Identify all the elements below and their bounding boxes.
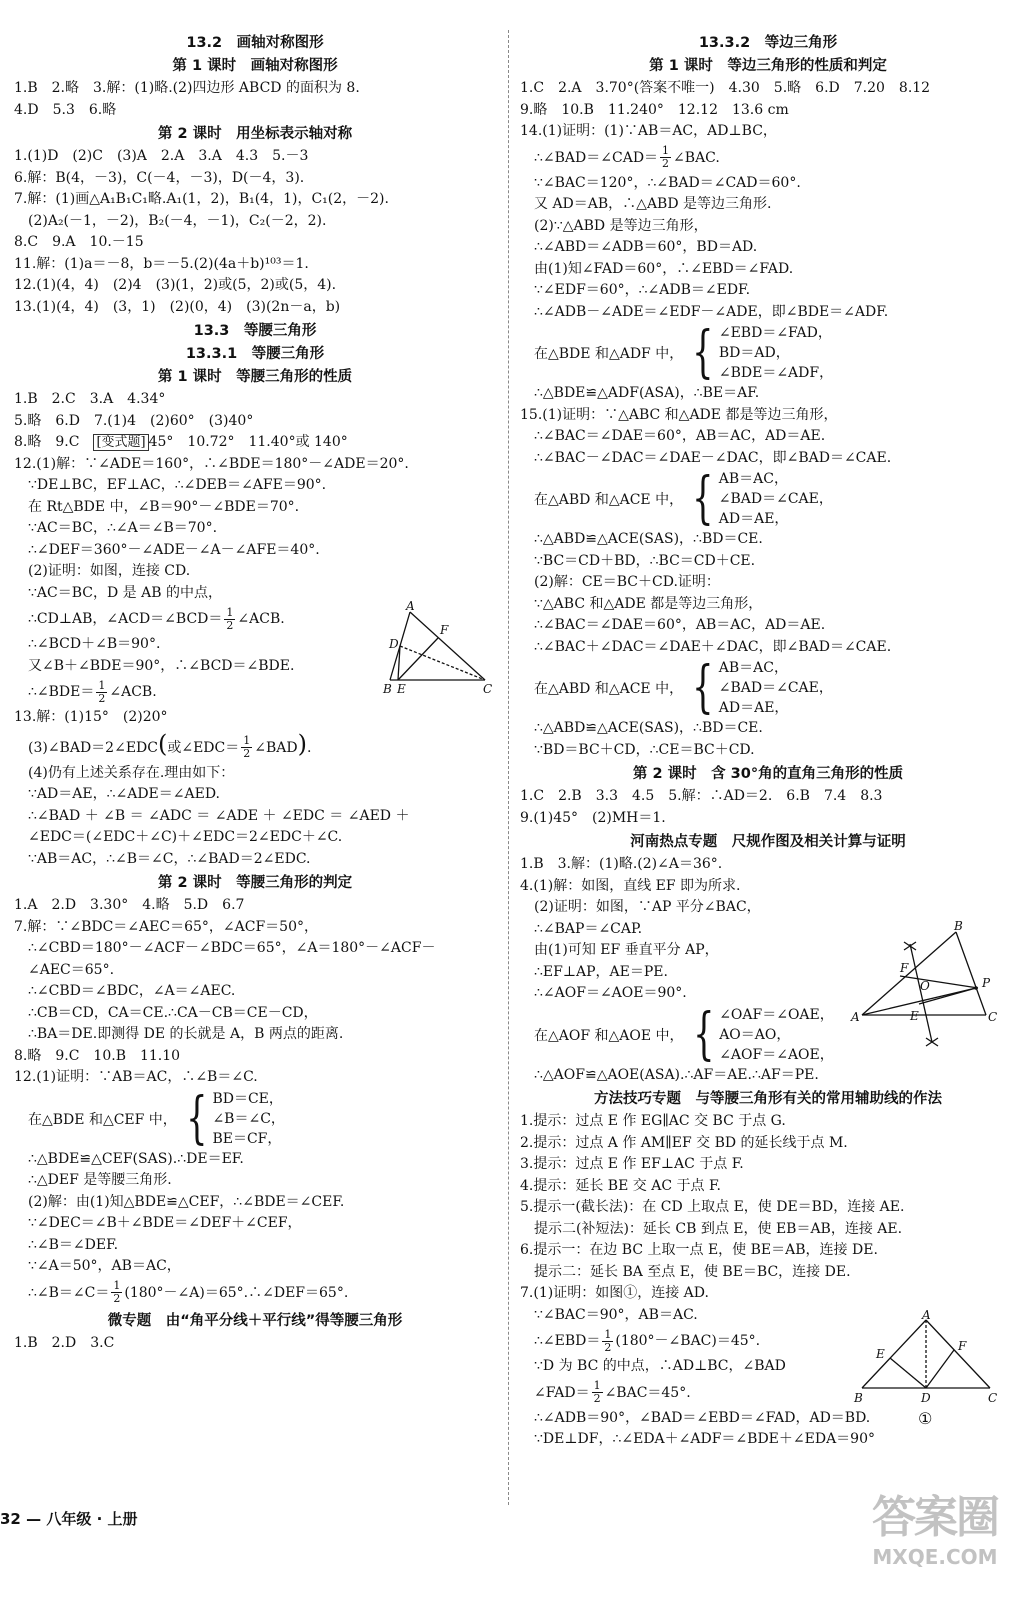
answer-line: 1.(1)D (2)C (3)A 2.A 3.A 4.3 5.－3: [14, 148, 309, 164]
lesson-title: 第 1 课时 画轴对称图形: [172, 58, 338, 74]
answer-line: ∴∠BAC＝∠DAE＝60°，AB＝AC，AD＝AE.: [534, 617, 826, 633]
answer-line: 6.提示一：在边 BC 上取一点 E，使 BE＝AB，连接 DE.: [520, 1242, 878, 1258]
point-p: [974, 986, 978, 990]
label-p: P: [982, 976, 991, 990]
answer-line: ∵BD＝BC＋CD，∴CE＝BC＋CD.: [534, 741, 755, 758]
answer-line: 1.B 2.D 3.C: [14, 1334, 115, 1351]
answer-line: ∴△DEF 是等腰三角形.: [28, 1172, 172, 1188]
answer-line: 7.解：∵∠BDC＝∠AEC＝65°，∠ACF＝50°，: [14, 918, 318, 935]
answer-text: ∠ACB.: [109, 684, 157, 700]
brace-line: BE＝CF，: [212, 1130, 282, 1147]
lesson-title: 第 2 课时 等腰三角形的判定: [157, 875, 353, 891]
brace-lead: 在△BDE 和△ADF 中，: [534, 346, 684, 362]
right-column: [520, 30, 1016, 1451]
answer-line: [520, 143, 1016, 173]
answer-line: ∴∠CBD＝180°－∠ACF－∠BDC＝65°，∠A＝180°－∠ACF－: [28, 940, 436, 956]
answer-line: ∴△BDE≌△CEF(SAS).∴DE＝EF.: [28, 1150, 244, 1167]
answer-text: (180°－∠A)＝65°.∴∠DEF＝65°.: [124, 1284, 349, 1301]
answer-line: ∵△ABC 和△ADE 都是等边三角形，: [534, 595, 763, 612]
brace-line: AD＝AE，: [718, 700, 789, 716]
brace-symbol: {: [692, 1001, 715, 1067]
answer-line: 提示二：延长 BA 至点 E，使 BE＝BC，连接 DE.: [534, 1263, 851, 1280]
answer-line: 又∠B＋∠BDE＝90°，∴∠BCD＝∠BDE.: [28, 657, 295, 674]
answer-line: 又 AD＝AB，∴△ABD 是等边三角形.: [534, 196, 772, 212]
answer-line: 1.B 2.略 3.解：(1)略.(2)四边形 ABCD 的面积为 8.: [14, 80, 360, 96]
brace-line: BD＝AD，: [718, 345, 790, 361]
answer-line: 11.解：(1)a＝－8，b＝－5.(2)(4a＋b)¹⁰³＝1.: [14, 255, 309, 272]
segment-fp: [900, 976, 978, 988]
answer-line: 3.提示：过点 E 作 EF⊥AC 于点 F.: [520, 1156, 744, 1172]
answer-line: (2)证明：如图，连接 CD.: [28, 563, 191, 579]
answer-line: ∴CB＝CD，CA＝CE.∴CA－CB＝CE－CD，: [28, 1004, 318, 1021]
watermark-url: MXQE.COM: [872, 1545, 998, 1569]
answer-line: 5.提示一(截长法)：在 CD 上取点 E，使 DE＝BD，连接 AE.: [520, 1199, 905, 1215]
answer-line: 1.B 2.C 3.A 4.34°: [14, 391, 166, 407]
arc-mark-top: [904, 942, 916, 950]
brace-line: AO＝AO，: [719, 1026, 791, 1043]
brace-line: AB＝AC，: [718, 471, 788, 487]
answer-line: ∴∠BAC－∠DAC＝∠DAE－∠DAC，即∠BAD＝∠CAE.: [534, 449, 892, 466]
answer-line: (2)A₂(－1，－2)，B₂(－4，－1)，C₂(－2，2).: [28, 212, 327, 229]
answer-text: ∠BAD: [254, 739, 298, 756]
segment-ac: [926, 1320, 990, 1388]
brace-system: [14, 1085, 496, 1151]
segment-bc: [956, 932, 986, 1015]
answer-text: 8.略 9.C: [14, 434, 94, 450]
answer-line: ∴△BDE≌△ADF(ASA)，∴BE＝AF.: [534, 385, 760, 401]
variant-tag: [变式题]: [93, 434, 148, 451]
answer-line: ∠AEC＝65°.: [28, 961, 115, 978]
answer-line: ∴△ABD≌△ACE(SAS)，∴BD＝CE.: [534, 720, 763, 736]
topic-title: 微专题 由“角平分线＋平行线”得等腰三角形: [107, 1312, 403, 1329]
answer-line: 13.(1)(4，4) (3，1) (2)(0，4) (3)(2n－a，b): [14, 298, 341, 315]
segment-cd: [400, 646, 485, 680]
label-b: B: [383, 682, 392, 695]
answer-line: ∵BC＝CD＋BD，∴BC＝CD＋CE.: [534, 552, 756, 569]
brace-line: ∠BAD＝∠CAE，: [718, 680, 833, 696]
answer-line: 9.(1)45° (2)MH＝1.: [520, 809, 666, 826]
answer-text: ∴∠BDE＝: [28, 684, 95, 700]
answer-line: 5.略 6.D 7.(1)4 (2)60° (3)40°: [14, 412, 254, 429]
answer-line: 由(1)可知 EF 垂直平分 AP，: [534, 942, 719, 958]
answer-line: ∵DE⊥DF，∴∠EDA＋∠ADF＝∠BDE＋∠EDA＝90°: [534, 1431, 875, 1447]
label-c: C: [988, 1010, 998, 1024]
answer-line: ∴∠B＝∠DEF.: [28, 1236, 119, 1253]
answer-text: ∠FAD＝: [534, 1384, 590, 1401]
brace-line: ∠AOF＝∠AOE，: [719, 1046, 834, 1063]
answer-line: ∴△AOF≌△AOE(ASA).∴AF＝AE.∴AF＝PE.: [534, 1066, 819, 1083]
answer-line: 2.提示：过点 A 作 AM∥EF 交 BD 的延长线于点 M.: [520, 1134, 848, 1151]
footer-dash: —: [26, 1510, 42, 1528]
answer-line: 1.A 2.D 3.30° 4.略 5.D 6.7: [14, 897, 245, 913]
answer-line: ∴∠ABD＝∠ADB＝60°，BD＝AD.: [534, 239, 758, 255]
label-f: F: [900, 961, 909, 975]
label-a: A: [922, 1310, 931, 1322]
answer-text: (180°－∠BAC)＝45°.: [615, 1333, 761, 1349]
label-a: A: [406, 600, 415, 613]
answer-line: 7.(1)证明：如图①，连接 AD.: [520, 1285, 709, 1301]
label-e: E: [910, 1009, 919, 1023]
brace-lines: [719, 1005, 834, 1065]
answer-line: ∴∠BCD＋∠B＝90°.: [28, 636, 161, 652]
topic-title: 河南热点专题 尺规作图及相关计算与证明: [630, 834, 906, 850]
answer-line: ∴EF⊥AP，AE＝PE.: [534, 963, 668, 980]
answer-line: ∵AC＝BC，D 是 AB 的中点，: [28, 584, 222, 601]
answer-line: 6.解：B(4，－3)，C(－4，－3)，D(－4，3).: [14, 169, 305, 186]
line-ef: [910, 944, 932, 1042]
answer-line: ∴∠BAD ＋ ∠B ＝ ∠ADC ＝ ∠ADE ＋ ∠EDC ＝ ∠AED ＋: [28, 807, 410, 824]
fraction: $\frac{1}{2}$: [662, 144, 670, 170]
brace-system: [520, 466, 1016, 531]
subsection-title: 13.3.1 等腰三角形: [185, 346, 325, 362]
figure-caption: ①: [918, 1409, 933, 1428]
answer-line: ∵∠BAC＝120°，∴∠BAD＝∠CAD＝60°.: [534, 174, 801, 191]
answer-text: (3)∠BAD＝2∠EDC: [28, 739, 158, 756]
answer-line: ∵∠DEC＝∠B＋∠BDE＝∠DEF＋∠CEF，: [28, 1215, 302, 1231]
fraction: $\frac{1}{2}$: [604, 1327, 612, 1354]
answer-line: 8.C 9.A 10.－15: [14, 234, 144, 250]
brace-symbol: {: [692, 320, 714, 385]
answer-line: (2)∵△ABD 是等边三角形，: [534, 217, 708, 234]
brace-line: BD＝CE，: [212, 1090, 283, 1107]
brace-line: AB＝AC，: [718, 660, 788, 676]
answer-line: ∴BA＝DE.即测得 DE 的长就是 A，B 两点的距离.: [28, 1026, 344, 1042]
answer-line: 4.(1)解：如图，直线 EF 即为所求.: [520, 877, 741, 894]
segment-ef: [398, 638, 438, 680]
answer-line: 1.C 2.B 3.3 4.5 5.解：∴AD＝2. 6.B 7.4 8.3: [520, 788, 883, 804]
brace-lines: [212, 1089, 284, 1149]
answer-text: ∴CD⊥AB，∠ACD＝∠BCD＝: [28, 611, 223, 627]
answer-line: (3)∠BAD＝2∠EDC(或∠EDC＝ $\frac{1}{2}$ ∠BAD).: [28, 729, 312, 760]
answer-line: ∴△ABD≌△ACE(SAS)，∴BD＝CE.: [534, 531, 763, 547]
answer-line: (2)解：CE＝BC＋CD.证明：: [534, 574, 720, 590]
answer-text: ∠BAC.: [673, 149, 720, 166]
answer-text: ∠ACB.: [237, 611, 285, 627]
figure-triangle-1: [380, 600, 500, 695]
answer-line: 15.(1)证明：∵△ABC 和△ADE 都是等边三角形，: [520, 406, 838, 423]
answer-line: 7.解：(1)画△A₁B₁C₁略.A₁(1，2)，B₁(4，1)，C₁(2，－2).: [14, 191, 389, 207]
brace-symbol: {: [185, 1085, 208, 1151]
section-title: 13.3 等腰三角形: [193, 323, 317, 339]
brace-system: [520, 655, 1016, 720]
answer-line: [14, 432, 496, 454]
answer-line: 提示二(补短法)：延长 CB 到点 E，使 EB＝AB，连接 AE.: [534, 1220, 903, 1237]
brace-line: ∠BDE＝∠ADF，: [718, 365, 834, 381]
answer-line: 1.C 2.A 3.70°(答案不唯一) 4.30 5.略 6.D 7.20 8.12: [520, 80, 931, 96]
answer-line: ∵∠BAC＝90°，AB＝AC.: [534, 1306, 698, 1323]
answer-line: ∠EDC＝(∠EDC＋∠C)＋∠EDC＝2∠EDC＋∠C.: [28, 829, 343, 845]
figure-triangle-3: [850, 1310, 1000, 1435]
section-title: 13.2 画轴对称图形: [186, 35, 324, 51]
lesson-title: 第 1 课时 等腰三角形的性质: [157, 369, 353, 385]
answer-line: 在 Rt△BDE 中，∠B＝90°－∠BDE＝70°.: [28, 498, 300, 515]
answer-line: 1.B 3.解：(1)略.(2)∠A＝36°.: [520, 856, 723, 872]
label-b: B: [854, 1391, 863, 1405]
answer-line: ∴∠DEF＝360°－∠ADE－∠A－∠AFE＝40°.: [28, 541, 320, 558]
label-a: A: [851, 1010, 860, 1024]
label-c: C: [483, 682, 493, 695]
answer-line: (2)证明：如图，∵AP 平分∠BAC，: [534, 899, 761, 915]
grade-label: 八年级 · 上册: [46, 1510, 138, 1528]
answer-line: ∴∠CBD＝∠BDC，∠A＝∠AEC.: [28, 983, 236, 999]
subsection-title: 13.3.2 等边三角形: [698, 35, 838, 51]
watermark-text: 答案圈: [872, 1492, 998, 1543]
fraction: $\frac{1}{2}$: [593, 1379, 601, 1405]
answer-text: ∠BAC＝45°.: [604, 1384, 691, 1401]
brace-symbol: {: [692, 655, 714, 720]
answer-line: ∵∠A＝50°，AB＝AC，: [28, 1258, 181, 1274]
answer-line: ∴∠BAC＝∠DAE＝60°，AB＝AC，AD＝AE.: [534, 428, 826, 444]
answer-line: ∴∠BAC＋∠DAC＝∠DAE＋∠DAC，即∠BAD＝∠CAE.: [534, 638, 892, 655]
fraction: $\frac{1}{2}$: [113, 1279, 121, 1305]
label-f: F: [440, 623, 449, 637]
fraction: $\frac{1}{2}$: [98, 678, 106, 705]
brace-symbol: {: [692, 466, 714, 531]
segment-df: [926, 1350, 954, 1388]
answer-line: (2)解：由(1)知△BDE≌△CEF，∴∠BDE＝∠CEF.: [28, 1193, 345, 1210]
answer-line: 1.提示：过点 E 作 EG∥AC 交 BC 于点 G.: [520, 1113, 786, 1129]
segment-ap: [862, 988, 976, 1015]
answer-line: (4)仍有上述关系存在.理由如下：: [28, 764, 235, 781]
topic-title: 方法技巧专题 与等腰三角形有关的常用辅助线的作法: [594, 1091, 942, 1107]
answer-line: 12.(1)(4，4) (2)4 (3)(1，2)或(5，2)或(5，4).: [14, 277, 337, 293]
segment-ab: [862, 1320, 926, 1388]
answer-line: 4.D 5.3 6.略: [14, 101, 117, 118]
column-divider: [508, 30, 509, 1505]
watermark: [860, 1490, 1010, 1580]
answer-line: ∴∠ADB－∠ADE＝∠EDF－∠ADE，即∠BDE＝∠ADF.: [534, 303, 889, 320]
answer-line: ∵DE⊥BC，EF⊥AC，∴∠DEB＝∠AFE＝90°.: [28, 477, 327, 493]
fraction: $\frac{1}{2}$: [243, 734, 251, 760]
label-b: B: [954, 920, 963, 933]
brace-lead: 在△BDE 和△CEF 中，: [28, 1111, 177, 1128]
answer-text: ∴∠B＝∠C＝: [28, 1284, 110, 1301]
lesson-title: 第 2 课时 用坐标表示轴对称: [157, 126, 353, 142]
brace-lines: [719, 658, 833, 718]
brace-line: ∠BAD＝∠CAE，: [718, 491, 833, 507]
answer-text: ∴∠BAD＝∠CAD＝: [534, 149, 659, 166]
lesson-title: 第 1 课时 等边三角形的性质和判定: [649, 58, 887, 74]
label-c: C: [988, 1391, 998, 1405]
brace-line: ∠EBD＝∠FAD，: [718, 325, 832, 341]
answer-line: 9.略 10.B 11.240° 12.12 13.6 cm: [520, 101, 789, 118]
segment-de: [890, 1358, 926, 1388]
answer-line: ∵AC＝BC，∴∠A＝∠B＝70°.: [28, 520, 218, 536]
answer-line: ∴∠ADB＝90°，∠BAD＝∠EBD＝∠FAD，AD＝BD.: [534, 1409, 871, 1426]
brace-lead: 在△AOF 和△AOE 中，: [534, 1027, 684, 1044]
label-e: E: [876, 1347, 885, 1361]
answer-line: ∴∠BAP＝∠CAP.: [534, 920, 643, 937]
lesson-title: 第 2 课时 含 30°角的直角三角形的性质: [632, 766, 904, 782]
brace-line: AD＝AE，: [718, 511, 789, 527]
fraction: $\frac{1}{2}$: [226, 605, 234, 632]
answer-line: ∵AD＝AE，∴∠ADE＝∠AED.: [28, 786, 221, 802]
answer-line: 13.解：(1)15° (2)20°: [14, 709, 168, 725]
answer-line: 4.提示：延长 BE 交 AC 于点 F.: [520, 1177, 721, 1194]
answer-text: 或∠EDC＝: [167, 739, 240, 756]
label-o: O: [920, 979, 930, 993]
answer-line: ∴∠AOF＝∠AOE＝90°.: [534, 985, 687, 1001]
answer-line: 由(1)知∠FAD＝60°，∴∠EBD＝∠FAD.: [534, 260, 794, 277]
label-d: D: [389, 637, 399, 651]
page-footer: [0, 1508, 138, 1529]
answer-text: ∴∠EBD＝: [534, 1333, 601, 1349]
label-e: E: [397, 682, 406, 695]
answer-line: ∵D 为 BC 的中点，∴AD⊥BC，∠BAD: [534, 1358, 786, 1374]
answer-line: 12.(1)证明：∵AB＝AC，∴∠B＝∠C.: [14, 1069, 258, 1085]
label-d: D: [921, 1391, 931, 1405]
brace-lines: [719, 323, 833, 383]
answer-text: 45° 10.72° 11.40°或 140°: [148, 434, 348, 450]
segment-ab: [862, 932, 956, 1015]
figure-construction: [848, 920, 1008, 1050]
brace-lead: 在△ABD 和△ACE 中，: [534, 492, 684, 508]
brace-lines: [719, 469, 833, 529]
answer-line: 14.(1)证明：(1)∵AB＝AC，AD⊥BC，: [520, 123, 777, 139]
answer-line: 12.(1)解：∵∠ADE＝160°，∴∠BDE＝180°－∠ADE＝20°.: [14, 455, 409, 472]
answer-line: ∵∠EDF＝60°，∴∠ADB＝∠EDF.: [534, 282, 751, 298]
answer-line: ∵AB＝AC，∴∠B＝∠C，∴∠BAD＝2∠EDC.: [28, 850, 311, 867]
brace-system: [520, 320, 1016, 385]
answer-line: 8.略 9.C 10.B 11.10: [14, 1047, 181, 1064]
page-number: 32: [0, 1510, 21, 1528]
brace-line: ∠OAF＝∠OAE，: [719, 1006, 834, 1023]
label-f: F: [958, 1339, 967, 1353]
answer-line: [14, 1278, 496, 1308]
brace-line: ∠B＝∠C，: [212, 1110, 285, 1127]
brace-lead: 在△ABD 和△ACE 中，: [534, 681, 684, 697]
